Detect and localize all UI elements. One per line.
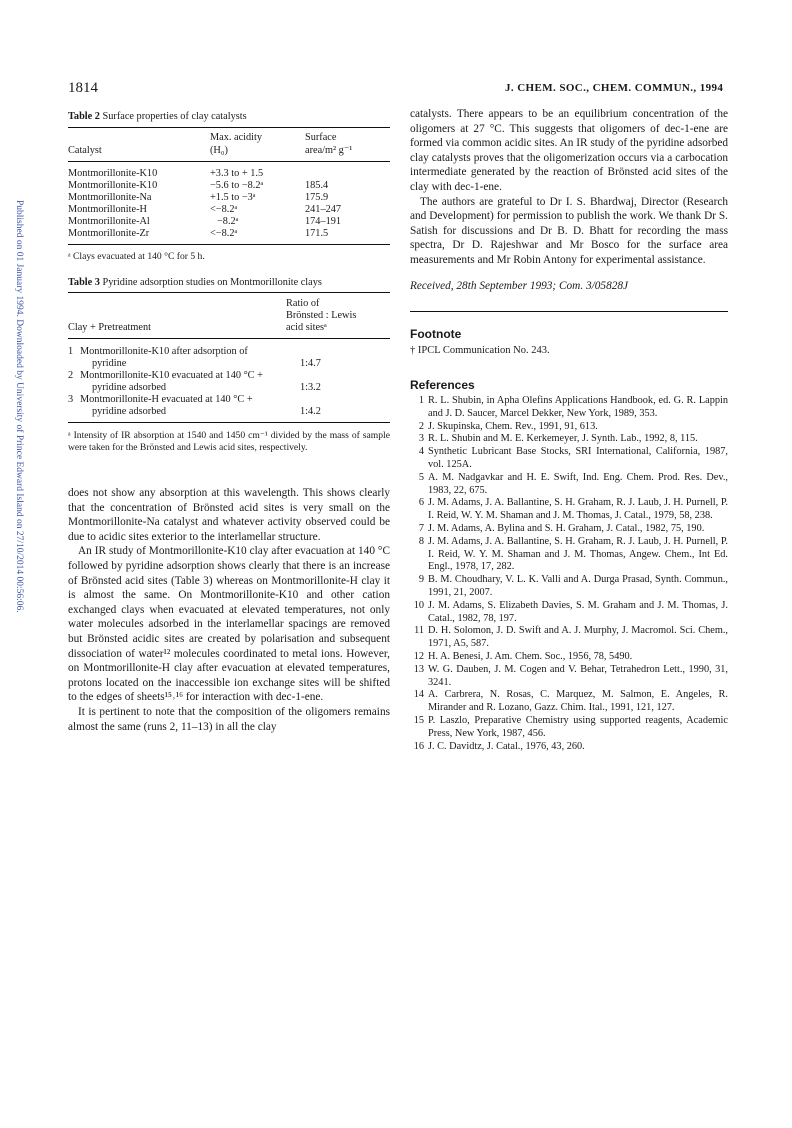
table2-col-area-1: Surface (305, 132, 337, 143)
table3-caption (68, 276, 390, 289)
table3-cell-number: 1 (68, 346, 74, 357)
table2-caption (68, 110, 390, 123)
table3-label: Table 3 (68, 277, 100, 288)
table2-cell-area: 174–191 (305, 216, 342, 227)
table2-header-rule (68, 161, 390, 162)
received-line: Received, 28th September 1993; Com. 3/05828J (410, 280, 629, 292)
table2-label: Table 2 (68, 111, 100, 122)
table2-col-area-2: area/m² g⁻¹ (305, 145, 353, 156)
table2-cell-acidity: −5.6 to −8.2ᵃ (210, 180, 264, 191)
table2-cell-area: 185.4 (305, 180, 329, 191)
reference-item: 16 J. C. Davidtz, J. Catal., 1976, 43, 260. (413, 740, 585, 752)
references-heading: References (410, 378, 475, 392)
table3-cell-ratio: 1:4.2 (300, 406, 321, 417)
table3-cell-clay-cont: pyridine adsorbed (92, 382, 167, 393)
table2-cell-acidity: <−8.2ᵃ (210, 228, 238, 239)
acknowledgements-paragraph: The authors are grateful to Dr I. S. Bhardwaj, Director (Research and Development) for permission to publish the work. We thank Dr S. Satish for discussions and Dr B. D. Bhatt for recording the mass spectra, Dr D. Rajeshwar and Mr Bosco for the surface area measurements and Mr Robin Antony for experimental assistance. (410, 195, 728, 266)
footnote-text: † IPCL Communication No. 243. (410, 345, 550, 356)
table2-col-acidity-2: (H₀) (210, 145, 228, 156)
reference-item: 15 P. Laszlo, Preparative Chemistry using supported reagents, Academic Press, New York, 1987, 456. (413, 714, 728, 739)
table3-cell-clay-cont: pyridine adsorbed (92, 406, 167, 417)
table2-cell-catalyst: Montmorillonite-K10 (68, 168, 158, 179)
reference-item: 6 J. M. Adams, J. A. Ballantine, S. H. Graham, R. J. Laub, J. H. Purnell, P. I. Reid, W. Y. M. Shaman and J. M. Thomas, J. Catal., 1979, 58, 238. (418, 497, 728, 522)
table2-cell-acidity: <−8.2ᵃ (210, 204, 238, 215)
table2-footnote: ᵃ Clays evacuated at 140 °C for 5 h. (68, 251, 205, 262)
footnote-heading: Footnote (410, 327, 462, 341)
table2-cell-acidity: +1.5 to −3ᵃ (210, 192, 256, 203)
right-body-text (410, 107, 728, 268)
reference-item: 1 R. L. Shubin, in Apha Olefins Applications Handbook, ed. G. R. Lappin and J. D. Saucer, Marcel Dekker, New York, 1989, 353. (418, 395, 728, 419)
section-rule (410, 311, 728, 312)
table3-top-rule (68, 292, 390, 293)
table3-col-clay: Clay + Pretreatment (68, 322, 152, 333)
reference-item: 4 Synthetic Lubricant Base Stocks, SRI International, California, 1987, vol. 125A. (418, 446, 728, 470)
publication-sidebar (0, 200, 24, 960)
table3-col-ratio-1: Ratio of (286, 298, 320, 309)
table2-cell-catalyst: Montmorillonite-Na (68, 192, 152, 203)
table3-cell-clay: Montmorillonite-H evacuated at 140 °C + (80, 394, 253, 405)
table2-col-catalyst: Catalyst (68, 145, 102, 156)
reference-item: 12 H. A. Benesi, J. Am. Chem. Soc., 1956, 78, 5490. (413, 650, 633, 662)
table3-cell-clay: Montmorillonite-K10 after adsorption of (80, 346, 248, 357)
reference-item: 8 J. M. Adams, J. A. Ballantine, S. H. Graham, R. J. Laub, J. H. Purnell, P. I. Reid, W. Y. M. Shaman and J. M. Thomas, Angew. Chem., Int Ed. Engl., 1978, 17, 282. (418, 535, 728, 573)
body-paragraph: catalysts. There appears to be an equilibrium concentration of the oligomers at 27 °C. This suggests that oligomers of dec-1-ene are formed via common acidic sites. An IR study of the pyridine adsorbed clay catalysts proves that the oligomerization occurs via a carbocation intermediate generated by the reaction of Brönsted acid sites of the clay with dec-1-ene. (410, 108, 728, 193)
table3-cell-number: 3 (68, 394, 74, 405)
reference-item: 13 W. G. Dauben, J. M. Cogen and V. Behar, Tetrahedron Lett., 1990, 31, 3241. (413, 663, 728, 688)
body-paragraph: does not show any absorption at this wavelength. This shows clearly that the concentration of Brönsted acid sites is very small on the Montmorillonite-Na catalyst and whatever activity observed could be due to acidic sites exterior to the interlamellar structure. (68, 487, 390, 543)
reference-item: 14 A. Carbrera, N. Rosas, C. Marquez, M. Salmon, E. Angeles, R. Mirander and R. Lozano, Gazz. Chim. Ital., 1991, 121, 127. (413, 689, 728, 714)
table2-bottom-rule (68, 244, 390, 245)
table3-col-ratio-2: Brönsted : Lewis (286, 310, 357, 321)
reference-item: 3 R. L. Shubin and M. E. Kerkemeyer, J. Synth. Lab., 1992, 8, 115. (418, 433, 698, 445)
table2-cell-area: 241–247 (305, 204, 342, 215)
table2-caption-text: Surface properties of clay catalysts (102, 111, 247, 122)
table3-cell-clay-cont: pyridine (92, 358, 127, 369)
left-body-text (68, 486, 390, 734)
journal-header: J. CHEM. SOC., CHEM. COMMUN., 1994 (505, 82, 724, 94)
reference-item: 7 J. M. Adams, A. Bylina and S. H. Graham, J. Catal., 1982, 75, 190. (418, 522, 705, 534)
reference-item: 11 D. H. Solomon, J. D. Swift and A. J. Murphy, J. Macromol. Sci. Chem., 1971, A5, 587. (414, 625, 728, 650)
table2-top-rule (68, 127, 390, 128)
sidebar-text: Published on 01 January 1994. Downloaded by University of Prince Edward Island on 27/10/2014 00:56:06. (14, 200, 24, 613)
body-paragraph: It is pertinent to note that the composition of the oligomers remains almost the same (runs 2, 11–13) in all the clay (68, 705, 390, 733)
reference-item: 10 J. M. Adams, S. Elizabeth Davies, S. M. Graham and J. M. Thomas, J. Catal., 1982, 78, 197. (413, 599, 728, 624)
page-number: 1814 (68, 80, 98, 96)
table3-cell-number: 2 (68, 370, 74, 381)
table3-header-rule (68, 338, 390, 339)
table3-cell-clay: Montmorillonite-K10 evacuated at 140 °C + (80, 370, 263, 381)
reference-item: 5 A. M. Nadgavkar and H. E. Swift, Ind. Eng. Chem. Prod. Res. Dev., 1983, 22, 675. (418, 471, 728, 496)
table2-cell-area: 175.9 (305, 192, 329, 203)
references-list (410, 395, 728, 753)
reference-item: 9 B. M. Choudhary, V. L. K. Valli and A. Durga Prasad, Synth. Commun., 1991, 21, 2007. (418, 574, 728, 598)
table2-cell-acidity: −8.2ᵃ (217, 216, 239, 227)
reference-item: 2 J. Skupinska, Chem. Rev., 1991, 91, 613. (418, 420, 598, 432)
table3-cell-ratio: 1:3.2 (300, 382, 321, 393)
table3-footnote: ᵃ Intensity of IR absorption at 1540 and 1450 cm⁻¹ divided by the mass of sample were taken for the Brönsted and Lewis acid sites, respectively. (68, 430, 390, 453)
table2-cell-area: 171.5 (305, 228, 329, 239)
table3-cell-ratio: 1:4.7 (300, 358, 321, 369)
table3-caption-text: Pyridine adsorption studies on Montmorillonite clays (102, 277, 322, 288)
table2-col-acidity-1: Max. acidity (210, 132, 263, 143)
table2-cell-catalyst: Montmorillonite-H (68, 204, 147, 215)
body-paragraph: An IR study of Montmorillonite-K10 clay after evacuation at 140 °C followed by pyridine adsorption shows clearly that there is an increase of Brönsted acid sites (Table 3) whereas on Montmorillonite-H clay it is almost the same. On Montmorillonite-K10 and other cation exchanged clays when evacuated at elevated temperatures, not only water molecules adsorbed in the interlamellar spacings are removed but Brönsted acidic sites are created by polarisation and subsequent dissociation of water¹² molecules coordinated to metal ions. However, on Montmorillonite-H clay after evacuation at elevated temperatures, protons located on the inaccessible ion exchange sites will be shifted to the edges of sheets¹⁵˒¹⁶ for interaction with dec-1-ene. (68, 545, 390, 704)
table2-cell-catalyst: Montmorillonite-K10 (68, 180, 158, 191)
table3-bottom-rule (68, 422, 390, 423)
table2-cell-acidity: +3.3 to + 1.5 (210, 168, 264, 179)
table2-cell-catalyst: Montmorillonite-Al (68, 216, 150, 227)
table3-col-ratio-3: acid sitesᵃ (286, 322, 327, 333)
table2-cell-catalyst: Montmorillonite-Zr (68, 228, 150, 239)
